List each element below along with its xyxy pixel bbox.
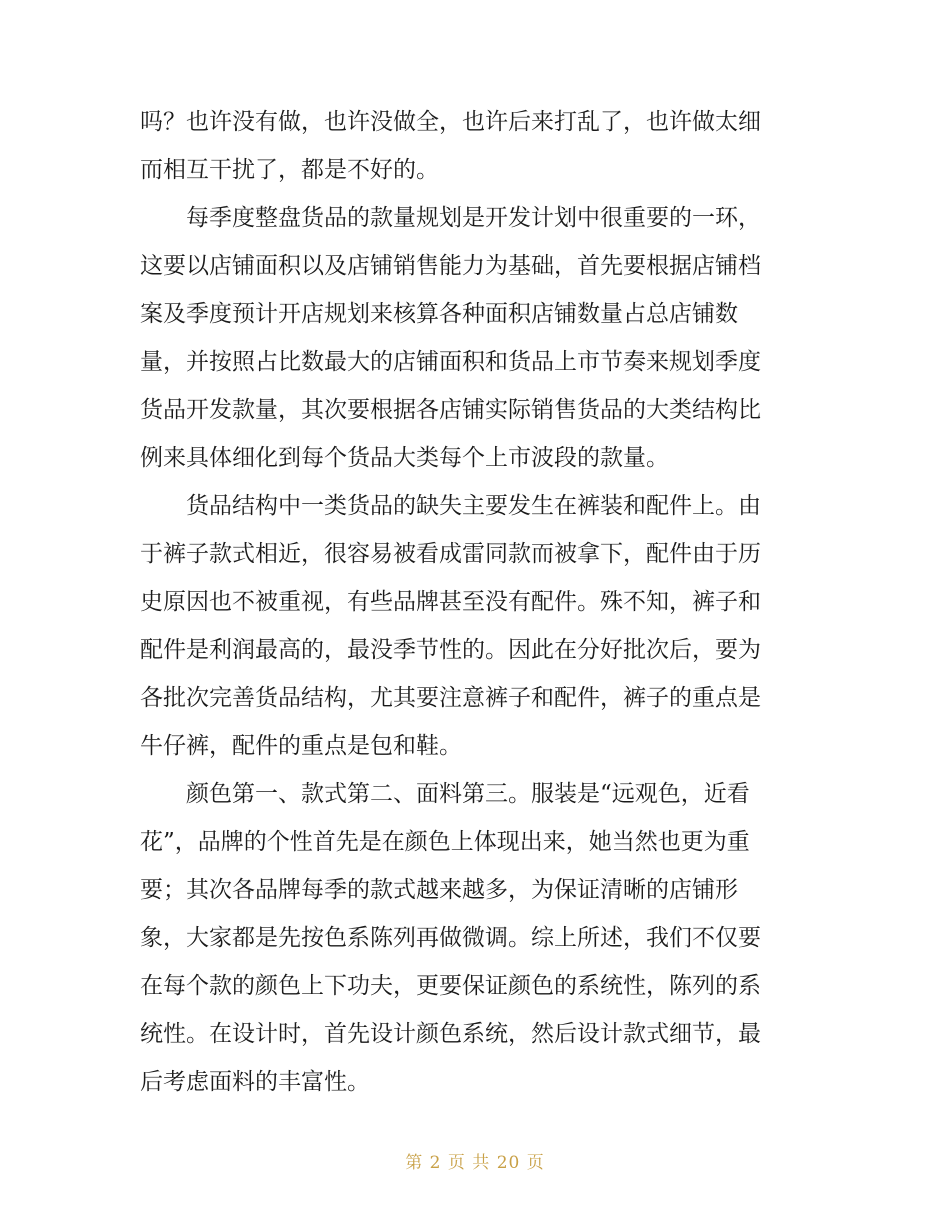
paragraph <box>140 770 812 1106</box>
text-line: 货品结构中一类货品的缺失主要发生在裤装和配件上。由 <box>186 493 761 519</box>
text-line: 案及季度预计开店规划来核算各种面积店铺数量占总店铺数 <box>140 301 738 327</box>
paragraph <box>140 98 812 194</box>
text-line: 花”，品牌的个性首先是在颜色上体现出来，她当然也更为重 <box>140 829 750 855</box>
text-line: 后考虑面料的丰富性。 <box>140 1069 370 1095</box>
text-line: 在每个款的颜色上下功夫，更要保证颜色的系统性，陈列的系 <box>140 973 761 999</box>
text-line: 牛仔裤，配件的重点是包和鞋。 <box>140 733 462 759</box>
text-line: 史原因也不被重视，有些品牌甚至没有配件。殊不知，裤子和 <box>140 589 761 615</box>
text-line: 于裤子款式相近，很容易被看成雷同款而被拿下，配件由于历 <box>140 541 761 567</box>
text-line: 颜色第一、款式第二、面料第三。服装是“远观色，近看 <box>186 781 750 807</box>
text-line: 统性。在设计时，首先设计颜色系统，然后设计款式细节，最 <box>140 1021 761 1047</box>
text-line: 每季度整盘货品的款量规划是开发计划中很重要的一环， <box>186 205 761 231</box>
paragraph <box>140 194 812 482</box>
text-line: 配件是利润最高的，最没季节性的。因此在分好批次后，要为 <box>140 637 761 663</box>
text-line: 例来具体细化到每个货品大类每个上市波段的款量。 <box>140 445 669 471</box>
text-line: 这要以店铺面积以及店铺销售能力为基础，首先要根据店铺档 <box>140 253 761 279</box>
text-line: 而相互干扰了，都是不好的。 <box>140 157 439 183</box>
text-line: 各批次完善货品结构，尤其要注意裤子和配件，裤子的重点是 <box>140 685 761 711</box>
text-line: 货品开发款量，其次要根据各店铺实际销售货品的大类结构比 <box>140 397 761 423</box>
paragraph <box>140 482 812 770</box>
text-line: 量，并按照占比数最大的店铺面积和货品上市节奏来规划季度 <box>140 349 761 375</box>
text-line: 象，大家都是先按色系陈列再做微调。综上所述，我们不仅要 <box>140 925 761 951</box>
text-line: 吗？也许没有做，也许没做全，也许后来打乱了，也许做太细 <box>140 109 761 135</box>
document-body <box>140 98 812 1106</box>
text-line: 要；其次各品牌每季的款式越来越多，为保证清晰的店铺形 <box>140 877 738 903</box>
page-number-footer: 第 2 页 共 20 页 <box>405 1153 545 1173</box>
